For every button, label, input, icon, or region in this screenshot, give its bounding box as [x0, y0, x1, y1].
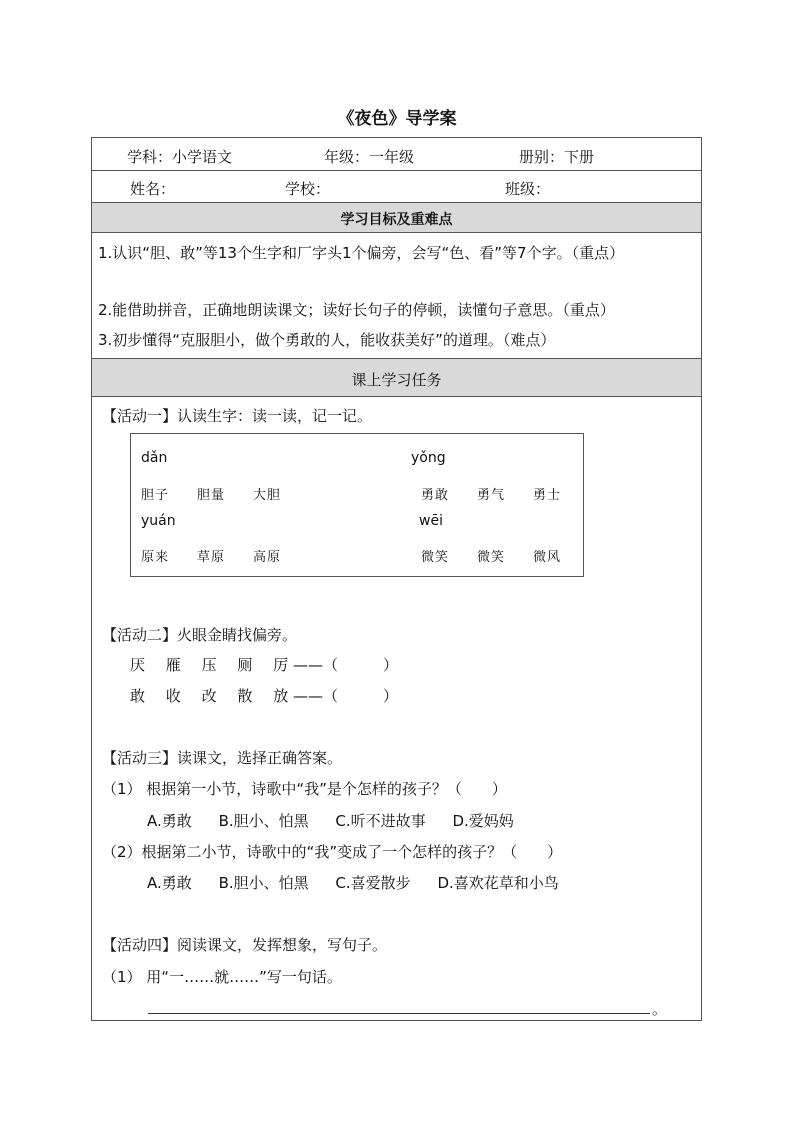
word-weifeng: 微风: [533, 550, 562, 565]
answer-blank[interactable]: ——（ ）: [292, 656, 398, 674]
option-a[interactable]: A.勇敢: [147, 812, 192, 830]
word-weixiao-1: 微笑: [421, 550, 450, 565]
activity4-question-1: （1） 用“一……就……”写一句话。: [102, 968, 342, 986]
question-2: （2）根据第二小节，诗歌中的“我”变成了一个怎样的孩子？（ ）: [102, 843, 563, 861]
school-label: 学校：: [285, 180, 331, 198]
answer-blank[interactable]: ——（ ）: [292, 687, 398, 705]
goal-item-2: 2.能借助拼音，正确地朗读课文；读好长句子的停顿，读懂句子意思。（重点）: [98, 301, 615, 319]
pinyin-yuan: yuán: [141, 513, 176, 529]
option-d[interactable]: D.爱妈妈: [452, 812, 514, 830]
option-c[interactable]: C.喜爱散步: [335, 874, 411, 892]
word-weixiao-2: 微笑: [477, 550, 506, 565]
subject-label: 学科：小学语文: [127, 148, 233, 166]
word-dadan: 大胆: [253, 488, 282, 503]
option-d[interactable]: D.喜欢花草和小鸟: [437, 874, 559, 892]
page-title: 《夜色》导学案: [337, 109, 457, 129]
radical-char: 压: [201, 656, 217, 674]
radical-row-1: [130, 654, 398, 675]
word-danliang: 胆量: [197, 488, 226, 503]
radical-char: 收: [165, 687, 181, 705]
radical-row-2: [130, 685, 398, 706]
radical-char: 厕: [237, 656, 253, 674]
radical-char: 雁: [165, 656, 181, 674]
goals-content: [92, 233, 701, 359]
class-label: 班级：: [505, 180, 551, 198]
radical-char: 厌: [130, 656, 146, 674]
goals-heading: 学习目标及重难点: [340, 212, 453, 228]
info-row-1: [92, 138, 701, 171]
radical-char: 散: [237, 687, 253, 705]
radical-char: 放: [273, 687, 289, 705]
word-yuanlai: 原来: [141, 550, 170, 565]
vocab-box: [130, 433, 584, 577]
goal-item-3: 3.初步懂得“克服胆小，做个勇敢的人，能收获美好”的道理。（难点）: [98, 331, 556, 349]
activity1-title: 【活动一】认读生字：读一读，记一记。: [102, 407, 373, 425]
word-danzi: 胆子: [141, 488, 170, 503]
word-yongshi: 勇士: [533, 488, 562, 503]
q2-options: [147, 872, 559, 893]
activity3-title: 【活动三】读课文，选择正确答案。: [102, 749, 343, 767]
word-gaoyuan: 高原: [253, 550, 282, 565]
activity2-title: 【活动二】火眼金睛找偏旁。: [102, 626, 298, 644]
pinyin-yong: yǒng: [411, 450, 446, 466]
option-b[interactable]: B.胆小、怕黑: [218, 812, 309, 830]
question-1: （1） 根据第一小节，诗歌中“我”是个怎样的孩子？（ ）: [102, 780, 507, 798]
grade-label: 年级：一年级: [324, 148, 415, 166]
radical-char: 厉: [273, 656, 289, 674]
word-caoyuan: 草原: [197, 550, 226, 565]
period-mark: 。: [652, 1000, 668, 1018]
worksheet-table: [91, 137, 702, 1021]
radical-char: 敢: [130, 687, 146, 705]
answer-line[interactable]: [148, 1013, 650, 1014]
pinyin-dan: dǎn: [141, 450, 168, 466]
word-yongqi: 勇气: [477, 488, 506, 503]
activity4-title: 【活动四】阅读课文，发挥想象，写句子。: [102, 936, 388, 954]
option-a[interactable]: A.勇敢: [147, 874, 192, 892]
tasks-heading-row: [92, 359, 701, 397]
info-row-2: [92, 171, 701, 203]
q1-options: [147, 810, 514, 831]
word-yonggan: 勇敢: [421, 488, 450, 503]
pinyin-wei: wēi: [419, 513, 443, 529]
radical-char: 改: [201, 687, 217, 705]
goal-item-1: 1.认识“胆、敢”等13个生字和厂字头1个偏旁，会写“色、看”等7个字。（重点）: [98, 244, 625, 262]
option-c[interactable]: C.听不进故事: [335, 812, 426, 830]
tasks-heading: 课上学习任务: [351, 371, 442, 389]
volume-label: 册别：下册: [519, 148, 595, 166]
option-b[interactable]: B.胆小、怕黑: [218, 874, 309, 892]
name-label: 姓名：: [130, 180, 176, 198]
goals-heading-row: [92, 203, 701, 233]
